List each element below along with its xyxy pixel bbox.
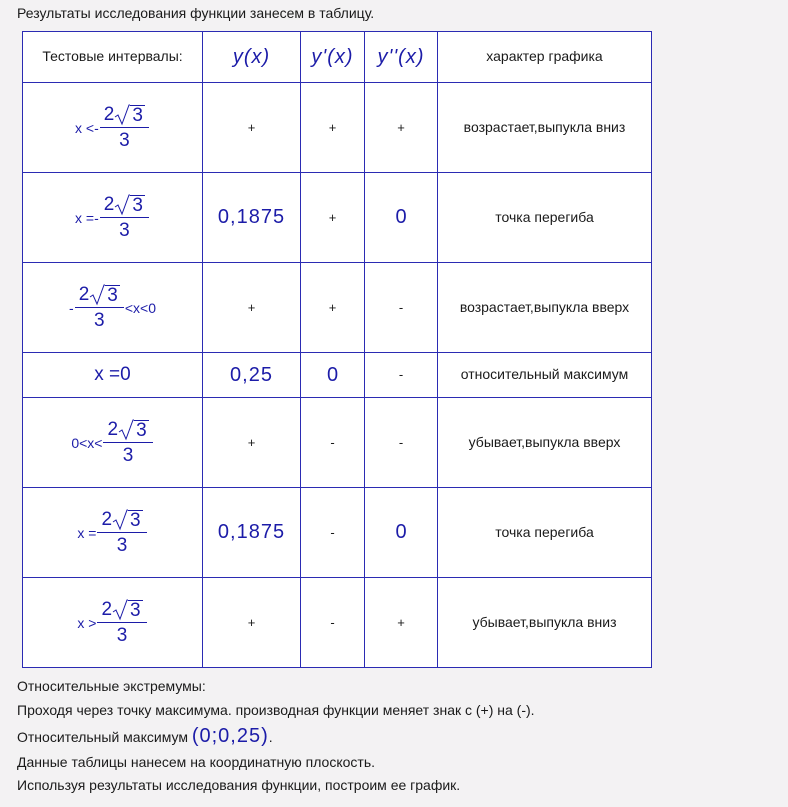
sqrt-icon <box>114 104 130 126</box>
fraction: 2 3 3 <box>97 599 146 647</box>
interval-expression: x <- 2 3 3 <box>75 104 150 152</box>
character-cell: возрастает,выпукла вверх <box>438 263 652 353</box>
header-character: характер графика <box>438 32 652 83</box>
intro-text: Результаты исследования функции занесем в таблицу. <box>17 5 375 21</box>
y-double-prime-cell: - <box>365 263 438 353</box>
sqrt-icon <box>89 284 105 306</box>
interval-cell <box>23 263 203 353</box>
table-row <box>23 83 652 173</box>
table-row <box>23 263 652 353</box>
note-max: Относительный максимум (0;0,25). <box>17 725 273 747</box>
character-cell: убывает,выпукла вверх <box>438 398 652 488</box>
note-build-graph: Используя результаты исследования функции, построим ее график. <box>17 777 461 793</box>
y-value-cell: 0,1875 <box>203 173 301 263</box>
y-prime-cell: + <box>301 83 365 173</box>
header-y: y(x) <box>203 32 301 83</box>
results-table <box>22 31 652 668</box>
note-derivative-sign: Проходя через точку максимума. производная функции меняет знак с (+) на (-). <box>17 702 535 718</box>
table-row <box>23 488 652 578</box>
interval-expression: x =0 <box>94 364 131 385</box>
sqrt-icon <box>114 194 130 216</box>
y-prime-cell: - <box>301 488 365 578</box>
y-prime-cell: - <box>301 398 365 488</box>
header-row <box>23 32 652 83</box>
fraction: 2 3 3 <box>103 419 152 467</box>
y-double-prime-cell: - <box>365 353 438 398</box>
table-row <box>23 353 652 398</box>
header-y-double-prime: y''(x) <box>365 32 438 83</box>
y-double-prime-cell: - <box>365 398 438 488</box>
sqrt-icon <box>112 599 128 621</box>
character-cell: возрастает,выпукла вниз <box>438 83 652 173</box>
fraction: 2 3 3 <box>75 284 124 332</box>
interval-cell <box>23 83 203 173</box>
y-value-cell: + <box>203 578 301 668</box>
y-double-prime-cell: + <box>365 578 438 668</box>
interval-expression: 0<x< 2 3 3 <box>71 419 153 467</box>
character-cell: точка перегиба <box>438 173 652 263</box>
note-extrema: Относительные экстремумы: <box>17 678 206 694</box>
interval-cell <box>23 578 203 668</box>
interval-expression: x =- 2 3 3 <box>75 194 150 242</box>
fraction: 2 3 3 <box>100 104 149 152</box>
fraction: 2 3 3 <box>100 194 149 242</box>
y-value-cell: + <box>203 398 301 488</box>
interval-expression: x = 2 3 3 <box>77 509 147 557</box>
sqrt-icon <box>118 419 134 441</box>
character-cell: точка перегиба <box>438 488 652 578</box>
interval-cell <box>23 173 203 263</box>
y-prime-cell: 0 <box>301 353 365 398</box>
header-intervals: Тестовые интервалы: <box>23 32 203 83</box>
y-prime-cell: + <box>301 263 365 353</box>
character-cell: относительный максимум <box>438 353 652 398</box>
table-row <box>23 578 652 668</box>
header-y-prime: y'(x) <box>301 32 365 83</box>
interval-cell <box>23 398 203 488</box>
interval-expression: x > 2 3 3 <box>77 599 147 647</box>
y-prime-cell: - <box>301 578 365 668</box>
interval-expression: - 2 3 3 <x<0 <box>69 283 156 331</box>
table-row <box>23 173 652 263</box>
y-value-cell: + <box>203 83 301 173</box>
table-row <box>23 398 652 488</box>
interval-cell <box>23 488 203 578</box>
y-value-cell: 0,25 <box>203 353 301 398</box>
y-double-prime-cell: 0 <box>365 173 438 263</box>
character-cell: убывает,выпукла вниз <box>438 578 652 668</box>
y-double-prime-cell: + <box>365 83 438 173</box>
y-value-cell: + <box>203 263 301 353</box>
y-double-prime-cell: 0 <box>365 488 438 578</box>
note-plot-data: Данные таблицы нанесем на координатную плоскость. <box>17 754 376 770</box>
max-point: (0;0,25) <box>191 725 269 747</box>
sqrt-icon <box>112 509 128 531</box>
interval-cell <box>23 353 203 398</box>
fraction: 2 3 3 <box>97 509 146 557</box>
y-prime-cell: + <box>301 173 365 263</box>
y-value-cell: 0,1875 <box>203 488 301 578</box>
